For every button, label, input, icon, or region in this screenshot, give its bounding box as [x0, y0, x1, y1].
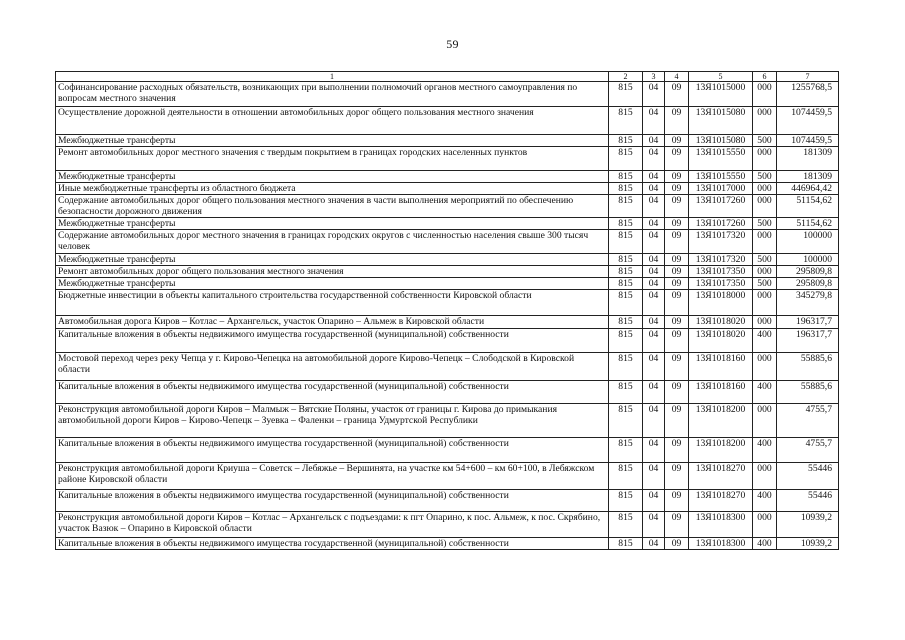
- row-pr-cell: 09: [665, 230, 689, 254]
- row-gr-cell: 815: [609, 107, 643, 135]
- row-rz-cell: 04: [643, 230, 665, 254]
- row-csr-cell: 13Я1018020: [689, 316, 753, 329]
- row-sum-cell: 10939,2: [777, 512, 839, 538]
- table-row: [56, 230, 839, 254]
- row-vr-cell: 000: [753, 290, 777, 316]
- row-vr-cell: 000: [753, 82, 777, 107]
- header-cell: 1: [56, 72, 609, 82]
- row-vr-cell: 500: [753, 254, 777, 266]
- row-vr-cell: 400: [753, 329, 777, 353]
- row-gr-cell: 815: [609, 218, 643, 230]
- row-gr-cell: 815: [609, 254, 643, 266]
- row-sum-cell: 100000: [777, 230, 839, 254]
- row-sum-cell: 100000: [777, 254, 839, 266]
- row-csr-cell: 13Я1018270: [689, 463, 753, 490]
- row-sum-cell: 55446: [777, 490, 839, 512]
- table-row: [56, 266, 839, 278]
- row-pr-cell: 09: [665, 316, 689, 329]
- row-vr-cell: 000: [753, 266, 777, 278]
- row-name-cell: Межбюджетные трансферты: [56, 278, 609, 290]
- row-rz-cell: 04: [643, 463, 665, 490]
- row-rz-cell: 04: [643, 183, 665, 195]
- table-row: [56, 512, 839, 538]
- row-csr-cell: 13Я1017000: [689, 183, 753, 195]
- row-vr-cell: 500: [753, 278, 777, 290]
- row-name-cell: Капитальные вложения в объекты недвижимого имущества государственной (муниципальной) собственности: [56, 490, 609, 512]
- row-pr-cell: 09: [665, 107, 689, 135]
- header-cell: 2: [609, 72, 643, 82]
- row-sum-cell: 4755,7: [777, 438, 839, 463]
- row-pr-cell: 09: [665, 254, 689, 266]
- header-cell: 3: [643, 72, 665, 82]
- table-row: [56, 171, 839, 183]
- row-name-cell: Капитальные вложения в объекты недвижимого имущества государственной (муниципальной) собственности: [56, 438, 609, 463]
- row-pr-cell: 09: [665, 381, 689, 404]
- row-name-cell: Капитальные вложения в объекты недвижимого имущества государственной (муниципальной) собственности: [56, 381, 609, 404]
- row-vr-cell: 400: [753, 381, 777, 404]
- row-name-cell: Межбюджетные трансферты: [56, 135, 609, 147]
- row-pr-cell: 09: [665, 538, 689, 550]
- row-pr-cell: 09: [665, 438, 689, 463]
- row-rz-cell: 04: [643, 381, 665, 404]
- row-rz-cell: 04: [643, 490, 665, 512]
- row-gr-cell: 815: [609, 183, 643, 195]
- row-gr-cell: 815: [609, 538, 643, 550]
- row-sum-cell: 55446: [777, 463, 839, 490]
- row-gr-cell: 815: [609, 195, 643, 218]
- row-sum-cell: 196317,7: [777, 316, 839, 329]
- row-vr-cell: 000: [753, 183, 777, 195]
- header-cell: 6: [753, 72, 777, 82]
- row-gr-cell: 815: [609, 353, 643, 381]
- row-rz-cell: 04: [643, 538, 665, 550]
- table-row: [56, 135, 839, 147]
- row-rz-cell: 04: [643, 278, 665, 290]
- row-gr-cell: 815: [609, 316, 643, 329]
- row-sum-cell: 181309: [777, 147, 839, 171]
- row-gr-cell: 815: [609, 171, 643, 183]
- row-csr-cell: 13Я1017350: [689, 278, 753, 290]
- row-name-cell: Бюджетные инвестиции в объекты капитального строительства государственной собственности Кировской области: [56, 290, 609, 316]
- row-vr-cell: 000: [753, 404, 777, 438]
- page-number: 59: [446, 37, 459, 51]
- table-row: [56, 490, 839, 512]
- row-name-cell: Реконструкция автомобильной дороги Киров – Малмыж – Вятские Поляны, участок от границы г. Кирова до примыкания автомобильной дороги Киров – Кирово-Чепецк – Зуевка – Фаленки – граница Удмуртской Республики: [56, 404, 609, 438]
- row-vr-cell: 400: [753, 438, 777, 463]
- row-name-cell: Софинансирование расходных обязательств, возникающих при выполнении полномочий органов местного самоуправления по вопросам местного значения: [56, 82, 609, 107]
- row-rz-cell: 04: [643, 218, 665, 230]
- row-sum-cell: 181309: [777, 171, 839, 183]
- row-csr-cell: 13Я1015080: [689, 135, 753, 147]
- table-row: [56, 438, 839, 463]
- row-rz-cell: 04: [643, 147, 665, 171]
- row-name-cell: Иные межбюджетные трансферты из областного бюджета: [56, 183, 609, 195]
- row-pr-cell: 09: [665, 329, 689, 353]
- row-name-cell: Ремонт автомобильных дорог общего пользования местного значения: [56, 266, 609, 278]
- header-row: [56, 72, 839, 82]
- row-name-cell: Капитальные вложения в объекты недвижимого имущества государственной (муниципальной) собственности: [56, 329, 609, 353]
- row-rz-cell: 04: [643, 438, 665, 463]
- row-rz-cell: 04: [643, 135, 665, 147]
- row-vr-cell: 000: [753, 147, 777, 171]
- row-csr-cell: 13Я1018200: [689, 438, 753, 463]
- row-name-cell: Осуществление дорожной деятельности в отношении автомобильных дорог общего пользования местного значения: [56, 107, 609, 135]
- row-csr-cell: 13Я1018000: [689, 290, 753, 316]
- row-rz-cell: 04: [643, 329, 665, 353]
- row-rz-cell: 04: [643, 171, 665, 183]
- row-sum-cell: 1074459,5: [777, 135, 839, 147]
- row-name-cell: Межбюджетные трансферты: [56, 254, 609, 266]
- table-row: [56, 538, 839, 550]
- row-csr-cell: 13Я1017260: [689, 195, 753, 218]
- row-gr-cell: 815: [609, 381, 643, 404]
- row-gr-cell: 815: [609, 82, 643, 107]
- row-csr-cell: 13Я1017320: [689, 254, 753, 266]
- row-name-cell: Реконструкция автомобильной дороги Криуша – Советск – Лебяжье – Вершинята, на участке км 54+600 – км 60+100, в Лебяжском районе Кировской области: [56, 463, 609, 490]
- row-pr-cell: 09: [665, 218, 689, 230]
- row-vr-cell: 000: [753, 463, 777, 490]
- table-row: [56, 316, 839, 329]
- row-sum-cell: 295809,8: [777, 278, 839, 290]
- header-cell: 4: [665, 72, 689, 82]
- row-gr-cell: 815: [609, 266, 643, 278]
- row-pr-cell: 09: [665, 463, 689, 490]
- table-row: [56, 353, 839, 381]
- row-sum-cell: 10939,2: [777, 538, 839, 550]
- row-pr-cell: 09: [665, 353, 689, 381]
- row-vr-cell: 000: [753, 316, 777, 329]
- row-name-cell: Межбюджетные трансферты: [56, 171, 609, 183]
- row-gr-cell: 815: [609, 463, 643, 490]
- row-pr-cell: 09: [665, 490, 689, 512]
- row-csr-cell: 13Я1017260: [689, 218, 753, 230]
- row-csr-cell: 13Я1018270: [689, 490, 753, 512]
- row-csr-cell: 13Я1017350: [689, 266, 753, 278]
- row-csr-cell: 13Я1015000: [689, 82, 753, 107]
- row-sum-cell: 4755,7: [777, 404, 839, 438]
- table-row: [56, 195, 839, 218]
- table-row: [56, 254, 839, 266]
- header-cell: 5: [689, 72, 753, 82]
- row-name-cell: Ремонт автомобильных дорог местного значения с твердым покрытием в границах городских населенных пунктов: [56, 147, 609, 171]
- header-cell: 7: [777, 72, 839, 82]
- row-sum-cell: 55885,6: [777, 353, 839, 381]
- row-pr-cell: 09: [665, 135, 689, 147]
- table-row: [56, 107, 839, 135]
- row-gr-cell: 815: [609, 135, 643, 147]
- row-pr-cell: 09: [665, 195, 689, 218]
- table-row: [56, 183, 839, 195]
- row-csr-cell: 13Я1018160: [689, 353, 753, 381]
- budget-table: [55, 71, 839, 550]
- row-sum-cell: 295809,8: [777, 266, 839, 278]
- row-sum-cell: 55885,6: [777, 381, 839, 404]
- row-name-cell: Реконструкция автомобильной дороги Киров – Котлас – Архангельск с подъездами: к пгт Опарино, к пос. Альмеж, к пос. Скрябино, участок Вазюк – Опарино в Кировской области: [56, 512, 609, 538]
- table-row: [56, 329, 839, 353]
- row-pr-cell: 09: [665, 171, 689, 183]
- row-name-cell: Содержание автомобильных дорог местного значения в границах городских округов с численностью населения свыше 300 тысяч человек: [56, 230, 609, 254]
- row-vr-cell: 400: [753, 538, 777, 550]
- row-vr-cell: 000: [753, 195, 777, 218]
- row-pr-cell: 09: [665, 82, 689, 107]
- row-rz-cell: 04: [643, 195, 665, 218]
- row-pr-cell: 09: [665, 404, 689, 438]
- row-csr-cell: 13Я1018200: [689, 404, 753, 438]
- row-gr-cell: 815: [609, 329, 643, 353]
- row-csr-cell: 13Я1018020: [689, 329, 753, 353]
- row-rz-cell: 04: [643, 404, 665, 438]
- row-pr-cell: 09: [665, 512, 689, 538]
- row-pr-cell: 09: [665, 183, 689, 195]
- row-gr-cell: 815: [609, 147, 643, 171]
- table-row: [56, 147, 839, 171]
- row-gr-cell: 815: [609, 512, 643, 538]
- row-sum-cell: 446964,42: [777, 183, 839, 195]
- row-pr-cell: 09: [665, 147, 689, 171]
- row-rz-cell: 04: [643, 290, 665, 316]
- row-sum-cell: 1074459,5: [777, 107, 839, 135]
- row-csr-cell: 13Я1018160: [689, 381, 753, 404]
- table-row: [56, 404, 839, 438]
- row-vr-cell: 000: [753, 107, 777, 135]
- row-csr-cell: 13Я1015550: [689, 171, 753, 183]
- row-pr-cell: 09: [665, 266, 689, 278]
- row-vr-cell: 500: [753, 218, 777, 230]
- row-csr-cell: 13Я1018300: [689, 512, 753, 538]
- row-rz-cell: 04: [643, 254, 665, 266]
- row-name-cell: Автомобильная дорога Киров – Котлас – Архангельск, участок Опарино – Альмеж в Кировской области: [56, 316, 609, 329]
- table-row: [56, 463, 839, 490]
- row-sum-cell: 345279,8: [777, 290, 839, 316]
- row-rz-cell: 04: [643, 316, 665, 329]
- row-csr-cell: 13Я1017320: [689, 230, 753, 254]
- row-gr-cell: 815: [609, 290, 643, 316]
- row-name-cell: Содержание автомобильных дорог общего пользования местного значения в части выполнения мероприятий по обеспечению безопасности дорожного движения: [56, 195, 609, 218]
- row-name-cell: Межбюджетные трансферты: [56, 218, 609, 230]
- table-row: [56, 278, 839, 290]
- row-pr-cell: 09: [665, 278, 689, 290]
- row-vr-cell: 000: [753, 512, 777, 538]
- table-row: [56, 290, 839, 316]
- row-name-cell: Мостовой переход через реку Чепца у г. Кирово-Чепецка на автомобильной дороге Кирово-Чепецк – Слободской в Кировской области: [56, 353, 609, 381]
- row-csr-cell: 13Я1018300: [689, 538, 753, 550]
- row-gr-cell: 815: [609, 490, 643, 512]
- row-name-cell: Капитальные вложения в объекты недвижимого имущества государственной (муниципальной) собственности: [56, 538, 609, 550]
- table-row: [56, 82, 839, 107]
- row-sum-cell: 51154,62: [777, 218, 839, 230]
- row-pr-cell: 09: [665, 290, 689, 316]
- row-sum-cell: 51154,62: [777, 195, 839, 218]
- row-vr-cell: 400: [753, 490, 777, 512]
- row-gr-cell: 815: [609, 404, 643, 438]
- table-row: [56, 218, 839, 230]
- row-vr-cell: 000: [753, 353, 777, 381]
- row-rz-cell: 04: [643, 512, 665, 538]
- row-rz-cell: 04: [643, 107, 665, 135]
- row-rz-cell: 04: [643, 266, 665, 278]
- table-body: [56, 72, 839, 550]
- row-csr-cell: 13Я1015550: [689, 147, 753, 171]
- table-row: [56, 381, 839, 404]
- row-gr-cell: 815: [609, 278, 643, 290]
- row-sum-cell: 1255768,5: [777, 82, 839, 107]
- row-rz-cell: 04: [643, 82, 665, 107]
- row-csr-cell: 13Я1015080: [689, 107, 753, 135]
- row-vr-cell: 500: [753, 171, 777, 183]
- row-rz-cell: 04: [643, 353, 665, 381]
- row-sum-cell: 196317,7: [777, 329, 839, 353]
- row-gr-cell: 815: [609, 230, 643, 254]
- row-vr-cell: 000: [753, 230, 777, 254]
- row-vr-cell: 500: [753, 135, 777, 147]
- row-gr-cell: 815: [609, 438, 643, 463]
